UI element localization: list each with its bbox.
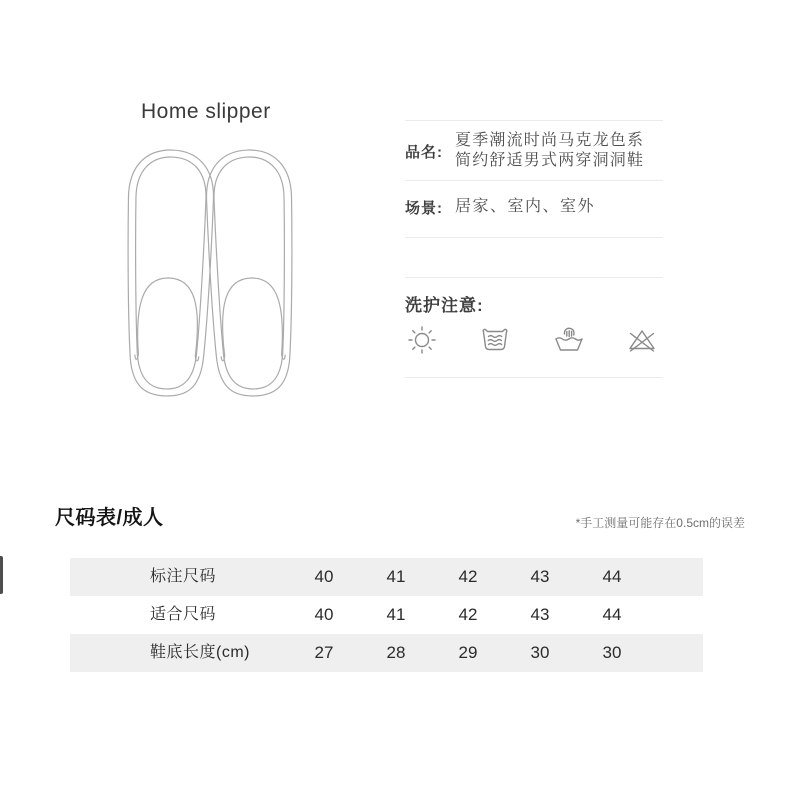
table-cell: 29: [458, 643, 478, 662]
table-cell: 27: [314, 643, 334, 662]
scene-value: 居家、室内、室外: [455, 198, 596, 215]
product-name-line1: 夏季潮流时尚马克龙色系: [455, 132, 645, 149]
care-instructions-label: 洗护注意:: [405, 296, 484, 315]
row-label: 适合尺码: [150, 606, 217, 623]
table-cell: 43: [530, 567, 550, 586]
scene-row: [405, 196, 595, 218]
product-name-value: [455, 131, 644, 171]
table-row: [70, 596, 703, 634]
measurement-tolerance-note: *手工测量可能存在0.5cm的误差: [575, 516, 745, 530]
sun-icon: [406, 324, 438, 356]
right-slipper: [205, 149, 296, 397]
care-icons-row: [406, 324, 658, 356]
table-cell: 42: [458, 605, 478, 624]
divider: [405, 377, 663, 378]
product-name-line2: 简约舒适男式两穿洞洞鞋: [455, 152, 645, 169]
table-cell: 43: [530, 605, 550, 624]
no-bleach-icon: [626, 324, 658, 356]
product-info-panel: [405, 120, 663, 380]
table-cell: 40: [314, 605, 334, 624]
table-cell: 30: [602, 643, 622, 662]
divider: [405, 277, 663, 278]
row-label: 标注尺码: [150, 568, 217, 585]
table-cell: 41: [386, 567, 406, 586]
size-table: [70, 558, 703, 672]
divider: [405, 237, 663, 238]
page-title: Home slipper: [141, 100, 271, 123]
divider: [405, 120, 663, 121]
table-cell: 30: [530, 643, 550, 662]
table-cell: 44: [602, 605, 622, 624]
table-cell: 42: [458, 567, 478, 586]
wash-basin-icon: [479, 324, 511, 356]
table-cell: 28: [386, 643, 406, 662]
table-cell: 41: [386, 605, 406, 624]
row-label: 鞋底长度(cm): [150, 644, 250, 661]
table-cell: 44: [602, 567, 622, 586]
divider: [405, 180, 663, 181]
table-row: [70, 558, 703, 596]
slipper-illustration: [80, 125, 380, 425]
table-cell: 40: [314, 567, 334, 586]
scene-label: 场景:: [405, 200, 443, 217]
product-name-row: [405, 131, 644, 171]
hand-wash-icon: [553, 324, 585, 356]
left-slipper: [123, 149, 214, 397]
table-row: [70, 634, 703, 672]
product-name-label: 品名:: [405, 144, 443, 161]
print-artifact: [0, 556, 3, 594]
size-chart-title: 尺码表/成人: [55, 507, 164, 529]
